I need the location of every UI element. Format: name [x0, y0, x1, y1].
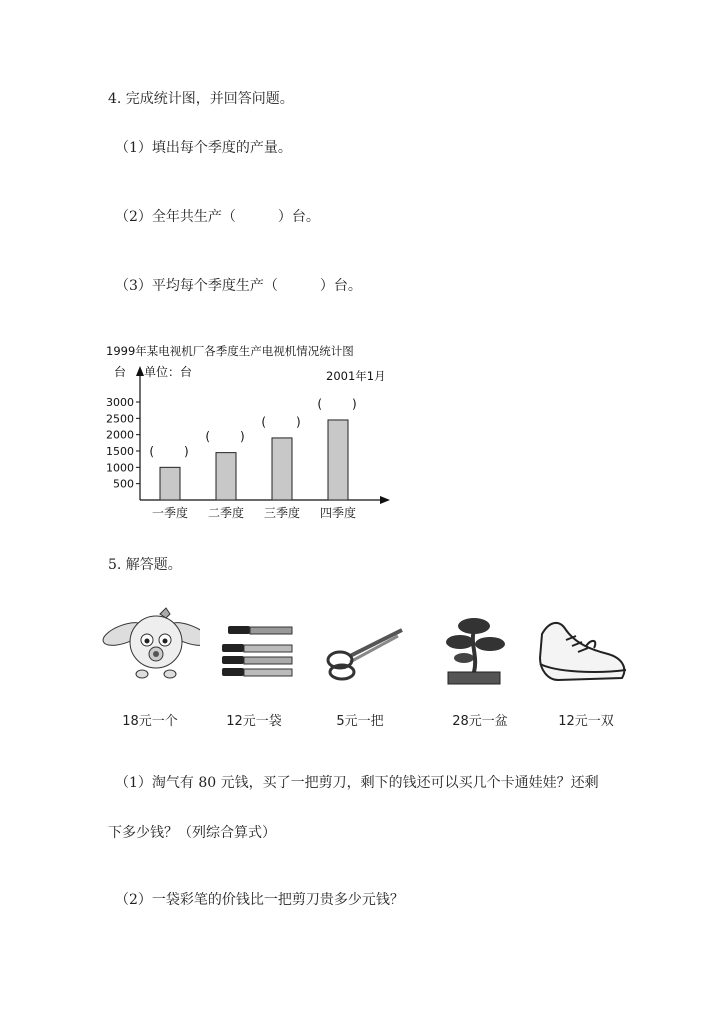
x-tick-label: 二季度 [207, 506, 245, 520]
question-4-title: 4. 完成统计图，并回答问题。 [108, 91, 294, 107]
question-4-sub1: （1）填出每个季度的产量。 [115, 140, 292, 156]
shoe-icon [536, 600, 636, 700]
price-label: 5元一把 [336, 714, 384, 729]
price-label: 12元一袋 [226, 714, 282, 729]
bar [216, 453, 236, 500]
question-4-sub3: （3）平均每个季度生产（ ）台。 [115, 278, 362, 294]
scissors-icon [310, 600, 410, 700]
question-5-sub2: （2）一袋彩笔的价钱比一把剪刀贵多少元钱？ [115, 892, 404, 908]
bar-answer-blank: ( ) [205, 429, 247, 444]
bar-answer-blank: ( ) [261, 414, 303, 429]
product-item [430, 600, 530, 740]
product-item [204, 600, 304, 740]
bar [272, 438, 292, 500]
question-5-sub1: （1）淘气有 80 元钱，买了一把剪刀，剩下的钱还可以买几个卡通娃娃？还剩 [115, 775, 599, 791]
product-list [100, 600, 620, 740]
y-axis-label: 台 [114, 365, 127, 379]
question-5-title: 5. 解答题。 [108, 557, 182, 573]
date-label: 2001年1月 [326, 369, 386, 383]
chart-title: 1999年某电视机厂各季度生产电视机情况统计图 [106, 344, 354, 358]
price-label: 12元一双 [558, 714, 614, 729]
bar-answer-blank: ( ) [149, 444, 191, 459]
x-tick-label: 四季度 [319, 506, 357, 520]
x-tick-label: 一季度 [151, 506, 189, 520]
y-axis-arrow [136, 366, 144, 376]
bar [160, 467, 180, 500]
product-item [310, 600, 410, 740]
question-4-sub2: （2）全年共生产（ ）台。 [115, 209, 320, 225]
x-tick-label: 三季度 [263, 506, 301, 520]
color-pens-icon [204, 600, 304, 700]
y-tick-label: 3000 [106, 396, 134, 409]
bar-chart [100, 340, 400, 525]
product-item [100, 600, 200, 740]
price-label: 28元一盆 [452, 714, 508, 729]
x-axis-arrow [380, 496, 390, 504]
y-tick-label: 2000 [106, 428, 134, 442]
y-tick-label: 500 [113, 477, 134, 491]
y-tick-label: 2500 [106, 412, 134, 426]
bar [328, 420, 348, 500]
unit-label: 单位：台 [144, 365, 193, 379]
y-tick-label: 1500 [106, 445, 134, 458]
cartoon-doll-icon [100, 600, 200, 700]
y-tick-label: 1000 [106, 461, 134, 475]
question-5-sub1-continued: 下多少钱？（列综合算式） [108, 825, 276, 841]
bar-answer-blank: ( ) [317, 396, 359, 411]
bonsai-icon [430, 600, 530, 700]
price-label: 18元一个 [122, 714, 178, 729]
product-item [536, 600, 636, 740]
